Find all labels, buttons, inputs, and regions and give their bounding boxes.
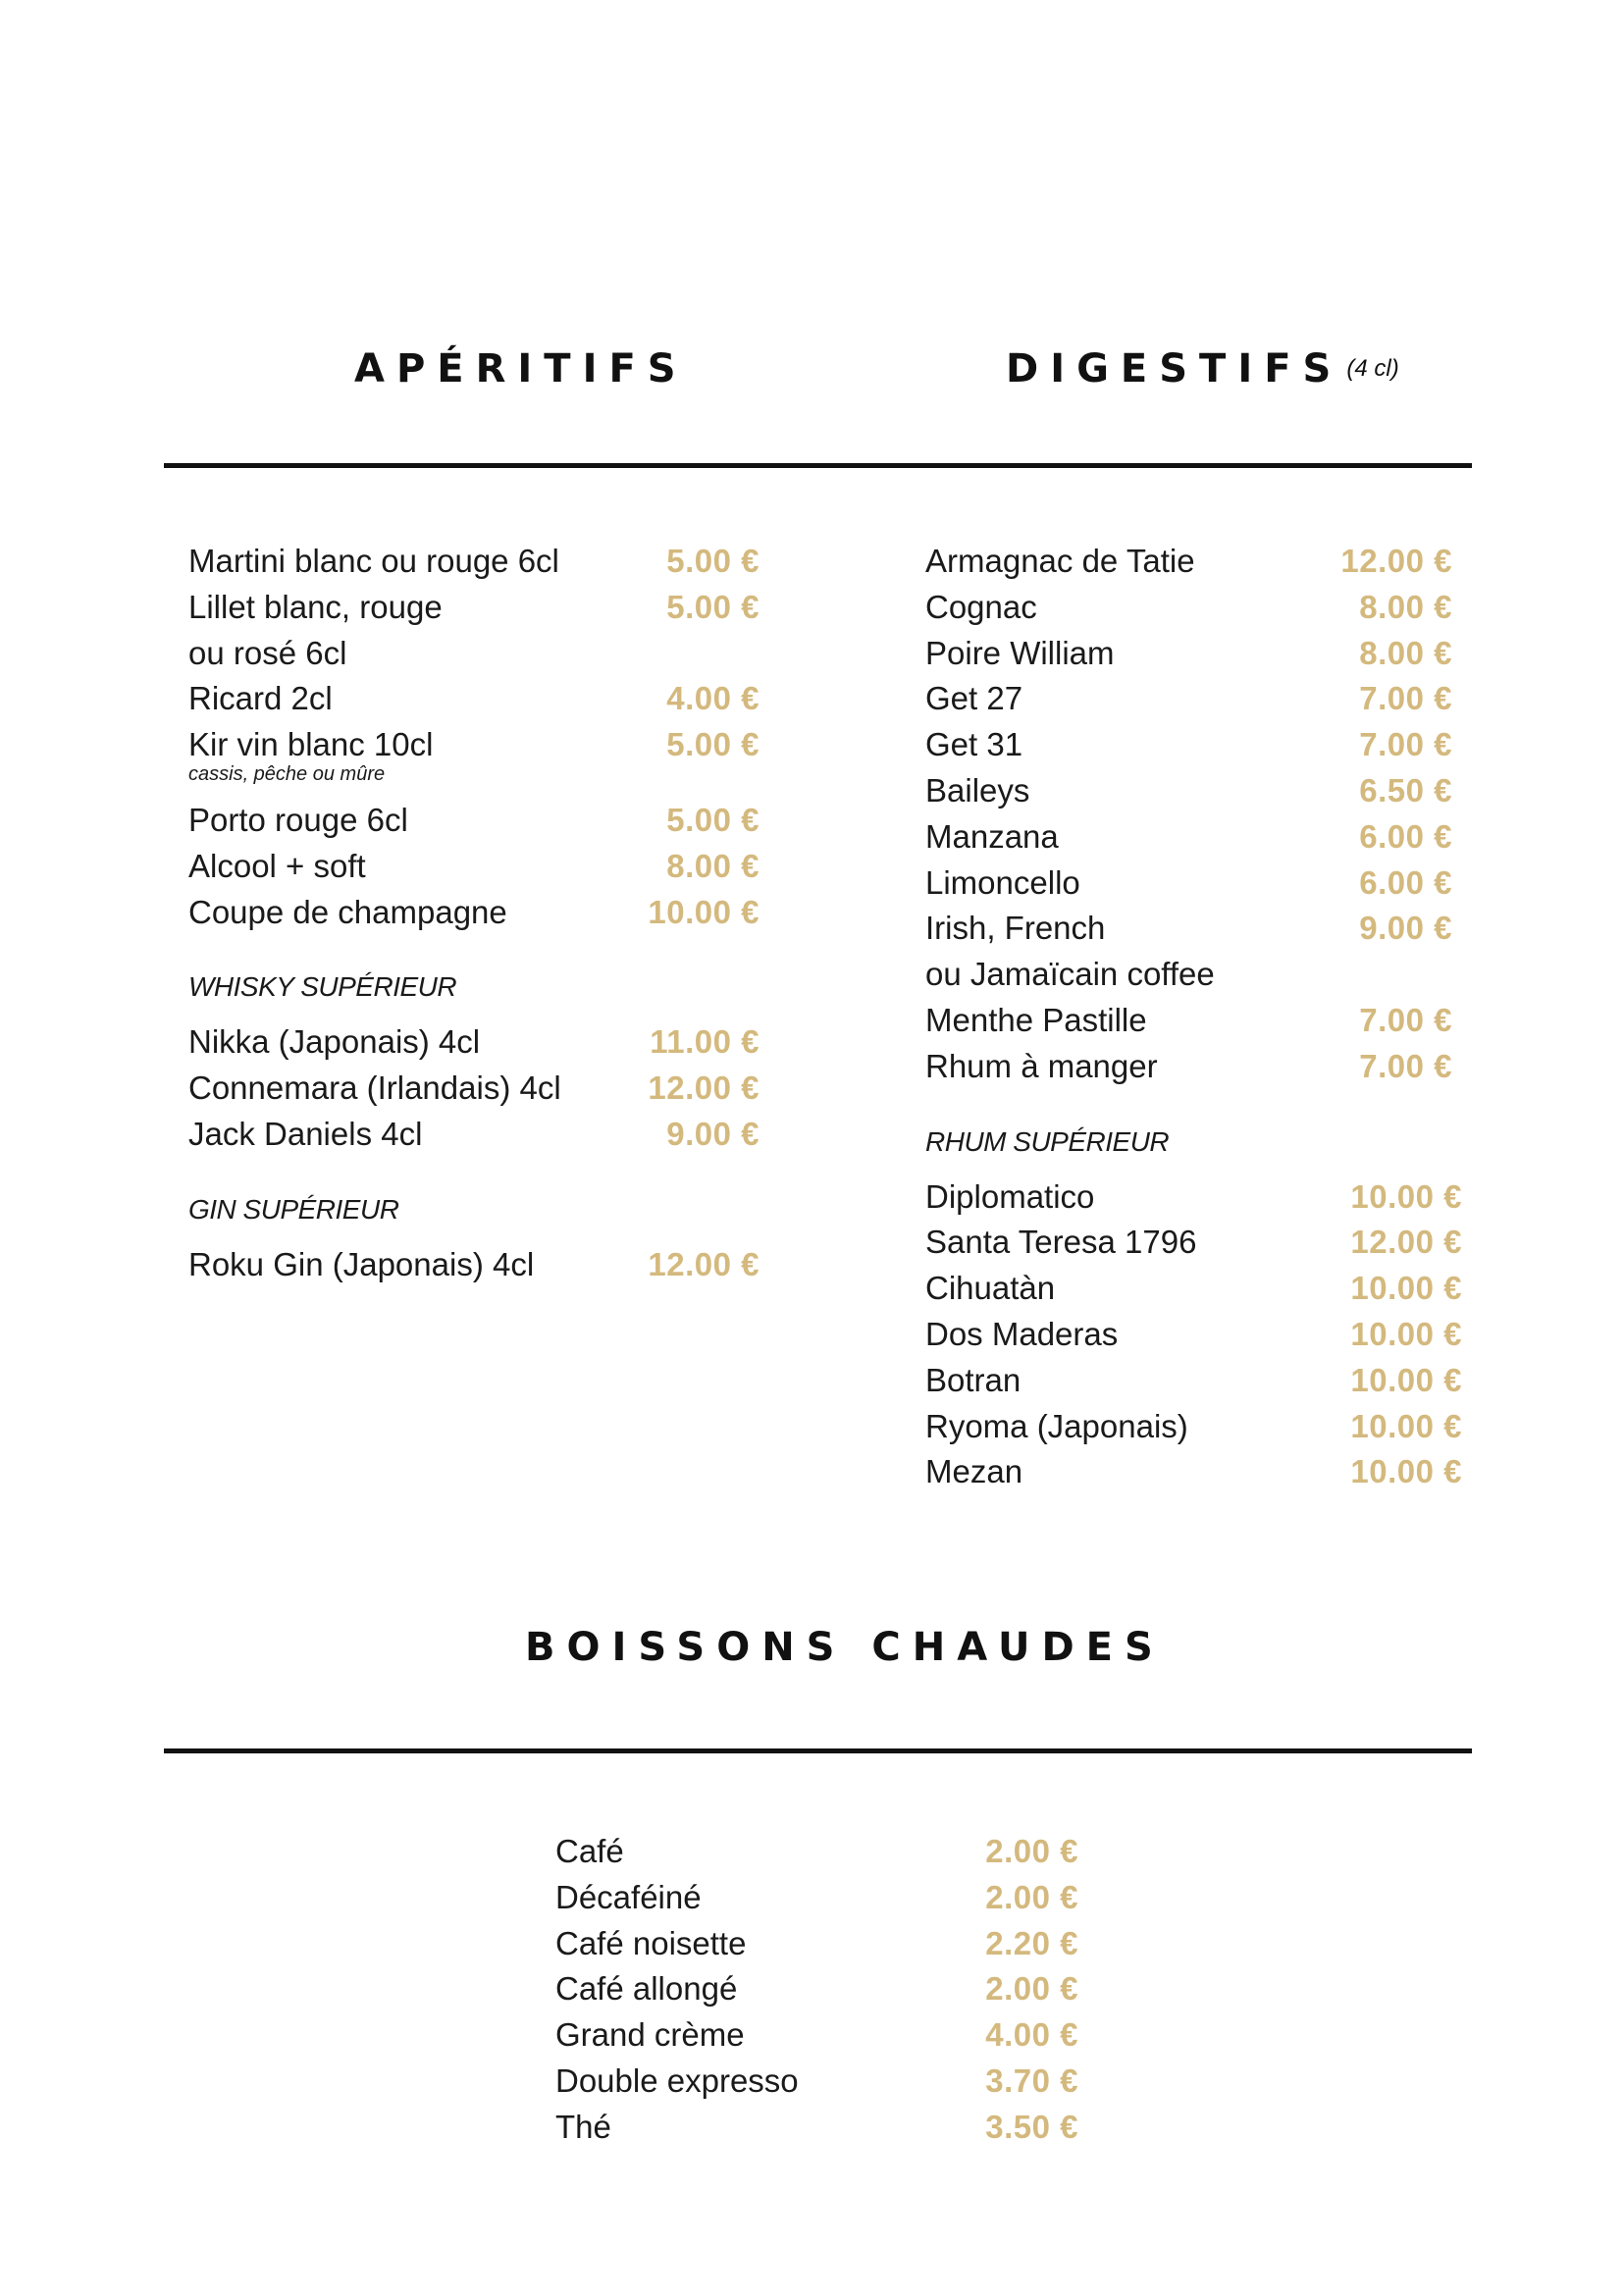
- menu-item: Cognac 8.00 €: [925, 588, 1452, 625]
- menu-item: Lillet blanc, rouge 5.00 €: [188, 588, 760, 625]
- whisky-section-title: WHISKY SUPÉRIEUR: [188, 971, 457, 1003]
- menu-item: Menthe Pastille 7.00 €: [925, 1001, 1452, 1038]
- menu-item: Manzana 6.00 €: [925, 817, 1452, 855]
- menu-item: Décaféiné 2.00 €: [555, 1878, 1078, 1915]
- aperitifs-title: APÉRITIFS: [354, 346, 688, 391]
- boissons-chaudes-title: BOISSONS CHAUDES: [525, 1625, 1165, 1670]
- menu-item: ou rosé 6cl: [188, 634, 347, 671]
- digestifs-heading: [1006, 346, 1399, 391]
- bottom-divider: [164, 1748, 1472, 1753]
- menu-item: Baileys 6.50 €: [925, 771, 1452, 809]
- menu-item: Connemara (Irlandais) 4cl 12.00 €: [188, 1070, 760, 1107]
- menu-item: Café allongé 2.00 €: [555, 1970, 1078, 2008]
- rhum-section-title: RHUM SUPÉRIEUR: [925, 1125, 1170, 1157]
- gin-section-title: GIN SUPÉRIEUR: [188, 1193, 399, 1225]
- menu-item: Santa Teresa 1796 12.00 €: [925, 1224, 1462, 1261]
- digestifs-column: [925, 539, 1462, 1495]
- menu-item: Ricard 2cl 4.00 €: [188, 680, 760, 717]
- menu-item: Cihuatàn 10.00 €: [925, 1270, 1462, 1307]
- menu-item: Grand crème 4.00 €: [555, 2016, 1078, 2054]
- menu-item: Limoncello 6.00 €: [925, 863, 1452, 901]
- digestifs-title: DIGESTIFS: [1006, 346, 1343, 391]
- menu-item: Irish, French 9.00 €: [925, 910, 1452, 947]
- aperitifs-heading: [354, 346, 688, 391]
- boissons-chaudes-column: [555, 1829, 1078, 2151]
- menu-item: Mezan 10.00 €: [925, 1453, 1462, 1490]
- menu-item: Jack Daniels 4cl 9.00 €: [188, 1115, 760, 1152]
- top-divider: [164, 463, 1472, 468]
- menu-item: Armagnac de Tatie 12.00 €: [925, 543, 1452, 579]
- menu-item: Alcool + soft 8.00 €: [188, 847, 760, 884]
- menu-item: Porto rouge 6cl 5.00 €: [188, 801, 760, 838]
- menu-item: Double expresso 3.70 €: [555, 2061, 1078, 2099]
- menu-item: Ryoma (Japonais) 10.00 €: [925, 1407, 1462, 1444]
- menu-item: Café noisette 2.20 €: [555, 1924, 1078, 1961]
- menu-item: Rhum à manger 7.00 €: [925, 1047, 1452, 1084]
- menu-item: Nikka (Japonais) 4cl 11.00 €: [188, 1023, 760, 1061]
- menu-item: Botran 10.00 €: [925, 1361, 1462, 1398]
- aperitifs-column: [188, 539, 760, 1288]
- boissons-chaudes-heading: [525, 1625, 1165, 1670]
- menu-item: Diplomatico 10.00 €: [925, 1177, 1462, 1215]
- menu-item: Kir vin blanc 10cl 5.00 €: [188, 726, 760, 763]
- menu-item-note: cassis, pêche ou mûre: [188, 762, 386, 785]
- menu-item: Roku Gin (Japonais) 4cl 12.00 €: [188, 1245, 760, 1282]
- menu-item: Thé 3.50 €: [555, 2108, 1078, 2145]
- menu-item: Martini blanc ou rouge 6cl 5.00 €: [188, 543, 760, 579]
- digestifs-volume-note: (4 cl): [1346, 355, 1399, 382]
- menu-item: Poire William 8.00 €: [925, 634, 1452, 671]
- menu-item: Café 2.00 €: [555, 1833, 1078, 1869]
- menu-item: Dos Maderas 10.00 €: [925, 1315, 1462, 1352]
- menu-item: Get 27 7.00 €: [925, 680, 1452, 717]
- menu-item: Coupe de champagne 10.00 €: [188, 893, 760, 930]
- menu-item: Get 31 7.00 €: [925, 726, 1452, 763]
- menu-item: ou Jamaïcain coffee: [925, 956, 1215, 993]
